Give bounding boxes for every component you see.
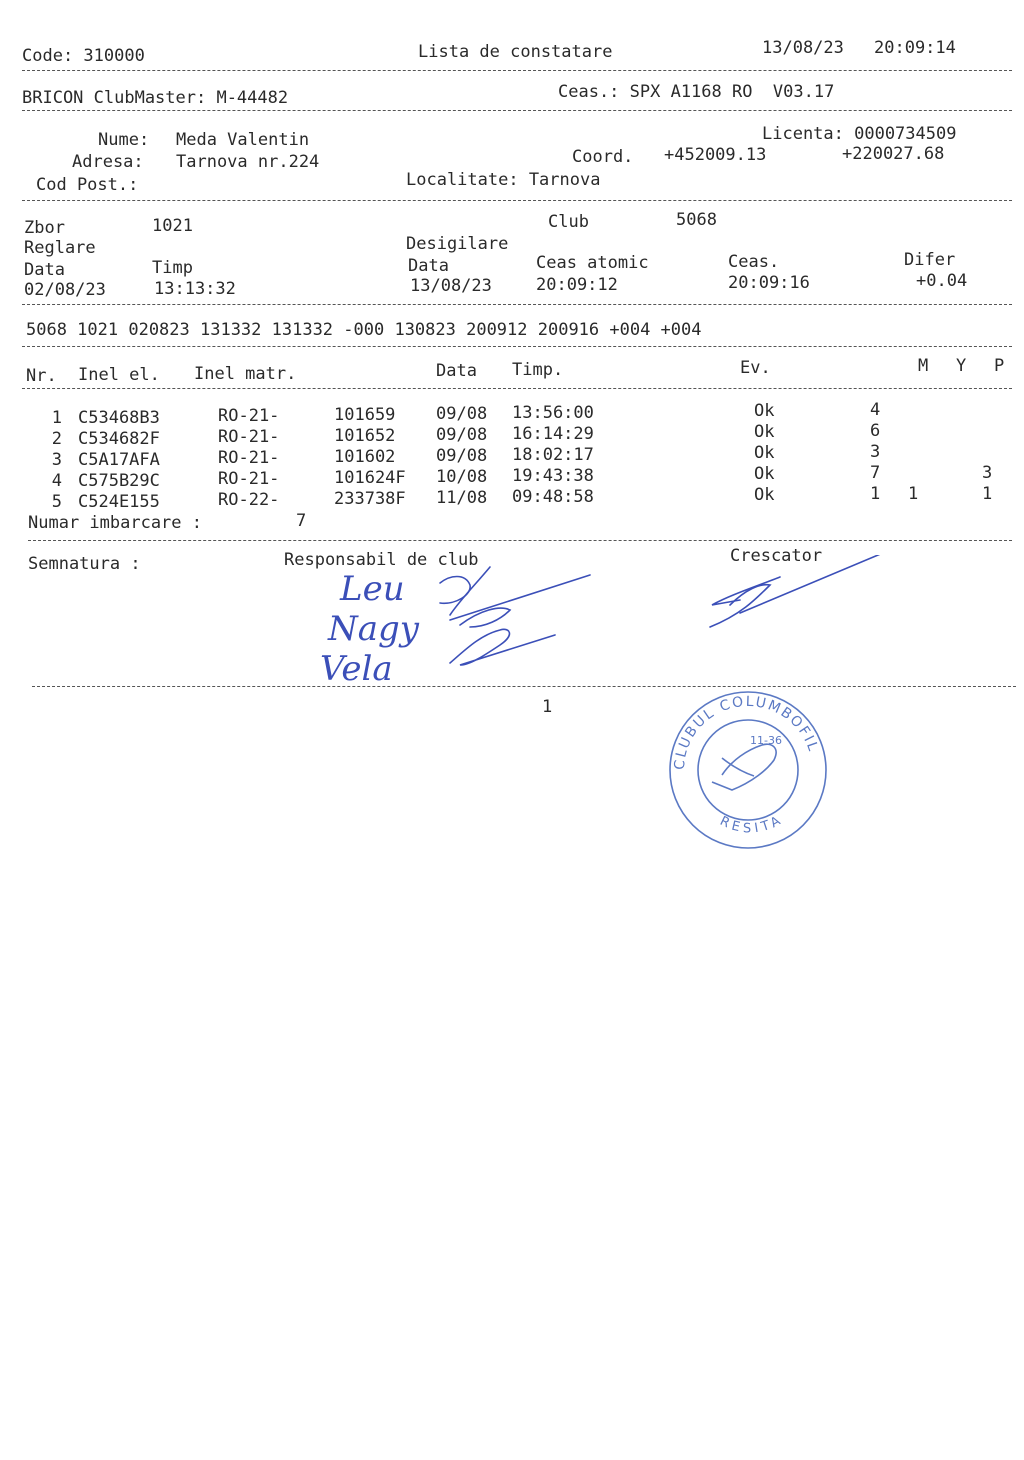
handwritten-signatures xyxy=(300,555,920,695)
event: Ok xyxy=(754,401,775,421)
m-value: 7 xyxy=(870,463,881,483)
stamp-text-bottom: RESITA xyxy=(717,811,787,837)
atomic-time: 20:09:12 xyxy=(536,275,618,295)
ring-el: C5A17AFA xyxy=(78,450,160,470)
col-p: P xyxy=(994,356,1005,376)
ring-country: RO-21- xyxy=(218,427,280,447)
boarding-label: Numar imbarcare : xyxy=(28,513,202,533)
ring-country: RO-22- xyxy=(218,490,280,510)
ring-country: RO-21- xyxy=(218,406,280,426)
club-label: Club xyxy=(548,212,589,232)
event: Ok xyxy=(754,443,775,463)
owner-address: Tarnova nr.224 xyxy=(176,152,320,172)
divider xyxy=(22,388,1012,389)
reg-time-label: Timp xyxy=(152,258,193,278)
col-inel-matr: Inel matr. xyxy=(194,364,297,384)
coord-lat: +452009.13 xyxy=(664,145,767,165)
ring-matr: 101624F xyxy=(334,468,406,488)
ring-matr: 101652 xyxy=(334,426,396,446)
ring-matr: 101602 xyxy=(334,447,396,467)
divider xyxy=(22,346,1012,347)
arrival-date: 11/08 xyxy=(436,488,488,508)
ring-matr: 101659 xyxy=(334,405,396,425)
license: Licenta: 0000734509 xyxy=(762,124,957,144)
row-nr: 1 xyxy=(51,408,62,428)
col-m: M xyxy=(918,356,929,376)
col-y: Y xyxy=(956,356,967,376)
signature-leu: Leu xyxy=(340,569,405,609)
row-nr: 5 xyxy=(51,492,62,512)
reg-date: 02/08/23 xyxy=(24,280,106,300)
arrival-date: 10/08 xyxy=(436,467,488,487)
reg-data-label: Data xyxy=(24,260,65,280)
row-nr: 3 xyxy=(51,450,62,470)
svg-text:CLUBUL COLUMBOFIL xyxy=(672,694,822,771)
signature-vela: Vela xyxy=(320,649,393,689)
arrival-date: 09/08 xyxy=(436,425,488,445)
m-value: 1 xyxy=(870,484,881,504)
signature-label: Semnatura : xyxy=(28,554,141,574)
stamp-text-top: CLUBUL COLUMBOFIL xyxy=(671,693,822,771)
reg-time: 13:13:32 xyxy=(154,279,236,299)
divider xyxy=(22,110,1012,111)
name-label: Nume: xyxy=(98,130,150,150)
clock-id: Ceas.: SPX A1168 RO V03.17 xyxy=(558,82,835,102)
col-inel-el: Inel el. xyxy=(78,365,160,385)
col-nr: Nr. xyxy=(26,366,57,386)
col-data: Data xyxy=(436,361,477,381)
arrival-time: 19:43:38 xyxy=(512,466,594,486)
arrival-date: 09/08 xyxy=(436,404,488,424)
desigilare-label: Desigilare xyxy=(406,234,509,254)
event: Ok xyxy=(754,422,775,442)
m-value: 6 xyxy=(870,421,881,441)
reglare-label: Reglare xyxy=(24,238,96,258)
coord-lon: +220027.68 xyxy=(842,144,945,164)
locality: Localitate: Tarnova xyxy=(406,170,601,190)
arrival-time: 09:48:58 xyxy=(512,487,594,507)
ceas-time: 20:09:16 xyxy=(728,273,810,293)
boarding-count: 7 xyxy=(296,511,307,531)
zbor-value: 1021 xyxy=(152,216,193,236)
m-value: 4 xyxy=(870,400,881,420)
owner-name: Meda Valentin xyxy=(176,130,310,150)
print-date: 13/08/23 xyxy=(762,38,844,58)
club-stamp xyxy=(662,690,842,850)
ring-el: C53468B3 xyxy=(78,408,160,428)
arrival-date: 09/08 xyxy=(436,446,488,466)
atomic-label: Ceas atomic xyxy=(536,253,649,273)
print-time: 20:09:14 xyxy=(874,38,956,58)
divider xyxy=(22,200,1012,201)
divider xyxy=(22,70,1012,71)
ring-matr: 233738F xyxy=(334,489,406,509)
des-date: 13/08/23 xyxy=(410,276,492,296)
difer-label: Difer xyxy=(904,250,956,270)
ring-el: C524E155 xyxy=(78,492,160,512)
postal-label: Cod Post.: xyxy=(36,175,139,195)
breeder-label: Crescator xyxy=(730,546,823,566)
ring-country: RO-21- xyxy=(218,469,280,489)
col-ev: Ev. xyxy=(740,358,771,378)
document-title: Lista de constatare xyxy=(418,42,613,62)
event: Ok xyxy=(754,485,775,505)
address-label: Adresa: xyxy=(72,152,144,172)
difer-value: +0.04 xyxy=(916,271,968,291)
y-value: 1 xyxy=(908,484,919,504)
arrival-time: 18:02:17 xyxy=(512,445,594,465)
m-value: 3 xyxy=(870,442,881,462)
ring-el: C575B29C xyxy=(78,471,160,491)
signature-nagy: Nagy xyxy=(328,609,419,649)
col-timp: Timp. xyxy=(512,360,564,380)
divider xyxy=(32,686,1016,687)
arrival-time: 16:14:29 xyxy=(512,424,594,444)
row-nr: 2 xyxy=(51,429,62,449)
ceas-label: Ceas. xyxy=(728,252,780,272)
stamp-code: 11-36 xyxy=(750,734,782,747)
des-data-label: Data xyxy=(408,256,449,276)
arrival-time: 13:56:00 xyxy=(512,403,594,423)
page-number: 1 xyxy=(542,697,553,717)
row-nr: 4 xyxy=(51,471,62,491)
ring-el: C534682F xyxy=(78,429,160,449)
zbor-label: Zbor xyxy=(24,218,65,238)
p-value: 1 xyxy=(982,484,993,504)
divider xyxy=(28,540,1012,541)
code: Code: 310000 xyxy=(22,46,145,66)
event: Ok xyxy=(754,464,775,484)
coord-label: Coord. xyxy=(572,147,634,167)
divider xyxy=(22,304,1012,305)
club-manager-label: Responsabil de club xyxy=(284,550,479,570)
p-value: 3 xyxy=(982,463,993,483)
ring-country: RO-21- xyxy=(218,448,280,468)
club-value: 5068 xyxy=(676,210,717,230)
device-id: BRICON ClubMaster: M-44482 xyxy=(22,88,289,108)
code-line: 5068 1021 020823 131332 131332 -000 130823 200912 200916 +004 +004 xyxy=(26,320,702,340)
